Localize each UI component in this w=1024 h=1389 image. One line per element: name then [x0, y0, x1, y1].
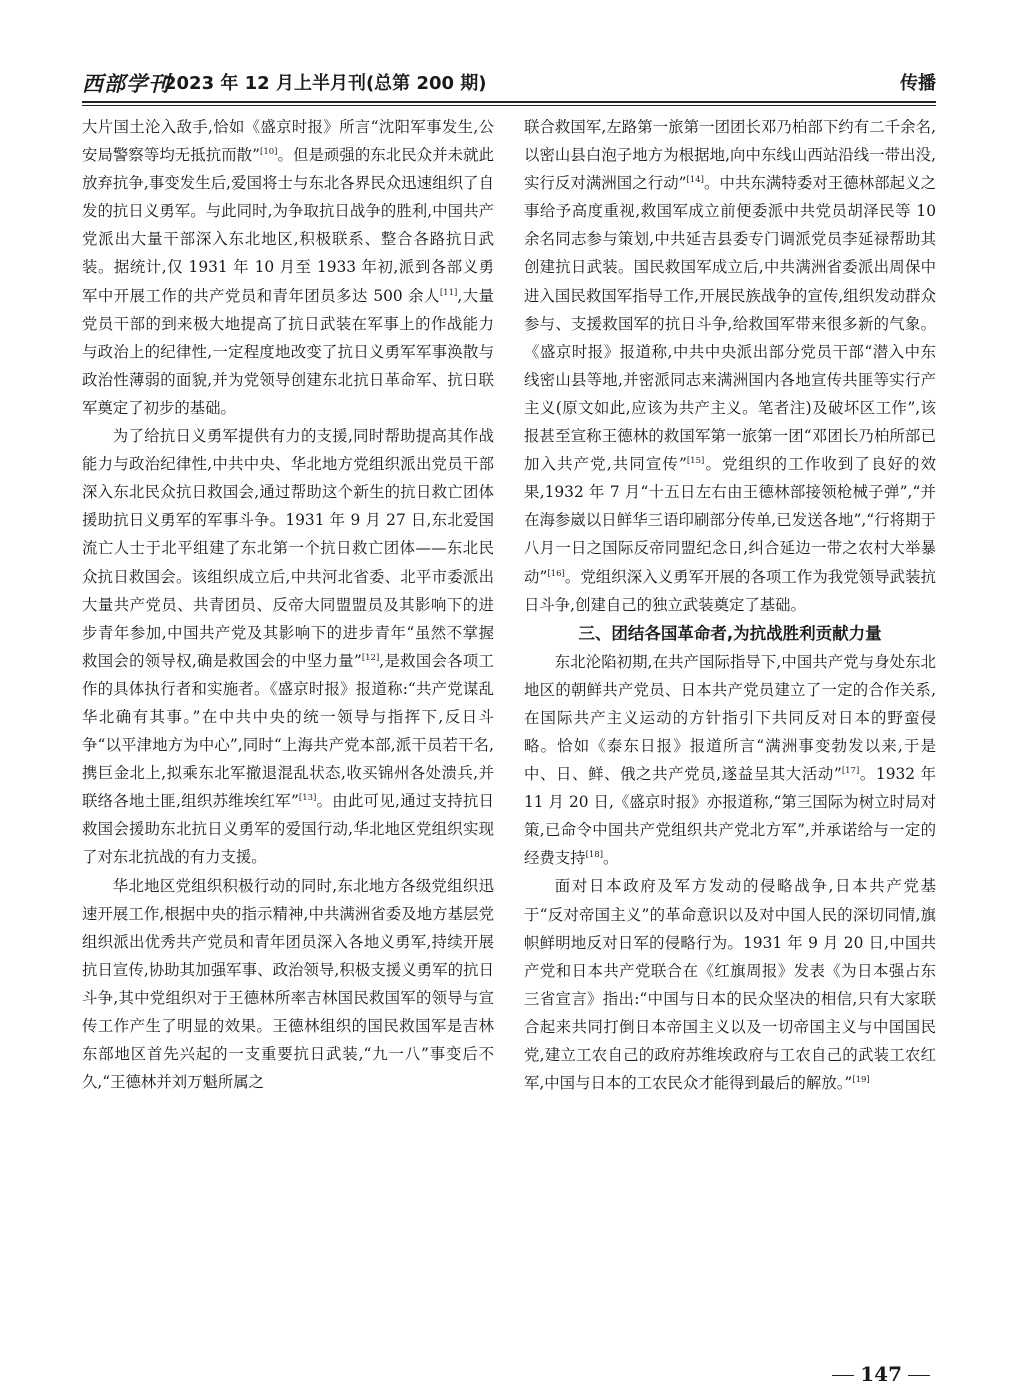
citation-marker: [17]	[841, 765, 860, 776]
citation-marker: [18]	[585, 850, 604, 861]
paragraph: 面对日本政府及军方发动的侵略战争,日本共产党基于“反对帝国主义”的革命意识以及对中国人民的深切同情,旗帜鲜明地反对日军的侵略行为。1931 年 9 月 20 日,中国共产党和日本共产党联合在《红旗周报》发表《为日本强占东三省宣言》指出:“中国与日本的民众坚决的相信,只有大家联合起来共同打倒日本帝国主义以及一切帝国主义与中国国民党,建立工农自己的政府苏维埃政府与工农自己的武装工农红军,中国与日本的工农民众才能得到最后的解放。”[19]	[524, 877, 936, 1093]
issue-info: 2023 年 12 月上半月刊(总第 200 期)	[164, 73, 487, 94]
page-footer	[820, 1362, 936, 1386]
header-rule	[82, 101, 936, 103]
right-column	[524, 113, 936, 1097]
running-header	[82, 66, 936, 100]
header-rule-thin	[82, 105, 936, 106]
citation-marker: [14]	[686, 175, 704, 186]
paragraph: 为了给抗日义勇军提供有力的支援,同时帮助提高其作战能力与政治纪律性,中共中央、华北地方党组织派出党员干部深入东北民众抗日救国会,通过帮助这个新生的抗日救亡团体援助抗日义勇军的军事斗争。1931 年 9 月 27 日,东北爱国流亡人士于北平组建了东北第一个抗日救亡团体——东北民众抗日救国会。该组织成立后,中共河北省委、北平市委派出大量共产党员、共青团员、反帝大同盟盟员及其影响下的进步青年参加,中国共产党及其影响下的进步青年“虽然不掌握救国会的领导权,确是救国会的中坚力量”[12],是救国会各项工作的具体执行者和实施者。《盛京时报》报道称:“共产党谋乱华北确有其事。”在中共中央的统一领导与指挥下,反日斗争“以平津地方为中心”,同时“上海共产党本部,派干员若干名,携巨金北上,拟乘东北军撤退混乱状态,收买锦州各处溃兵,并联络各地土匪,组织苏维埃红军”[13]。由此可见,通过支持抗日救国会援助东北抗日义勇军的爱国行动,华北地区党组织实现了对东北抗战的有力支援。	[82, 427, 494, 867]
paragraph: 联合救国军,左路第一旅第一团团长邓乃柏部下约有二千余名,以密山县白泡子地方为根据地,向中东线山西站沿线一带出没,实行反对满洲国之行动”[14]。中共东满特委对王德林部起义之事给予高度重视,救国军成立前便委派中共党员胡泽民等 10 余名同志参与策划,中共延吉县委专门调派党员李延禄帮助其创建抗日武装。国民救国军成立后,中共满洲省委派出周保中进入国民救国军指导工作,开展民族战争的宣传,组织发动群众参与、支援救国军的抗日斗争,给救国军带来很多新的气象。《盛京时报》报道称,中共中央派出部分党员干部“潜入中东线密山县等地,并密派同志来满洲国内各地宣传共匪等实行产主义(原文如此,应该为共产主义。笔者注)及破坏区工作”,该报甚至宣称王德林的救国军第一旅第一团“邓团长乃柏所部已加入共产党,共同宣传”[15]。党组织的工作收到了良好的效果,1932 年 7 月“十五日左右由王德林部接领枪械子弹”,“并在海参崴以日鲜华三语印刷部分传单,已发送各地”,“行将期于八月一日之国际反帝同盟纪念日,纠合延边一带之农村大举暴动”[16]。党组织深入义勇军开展的各项工作为我党领导武装抗日斗争,创建自己的独立武装奠定了基础。	[524, 118, 936, 614]
citation-marker: [10]	[260, 146, 278, 157]
page-number: 147	[860, 1362, 902, 1386]
citation-marker: [19]	[852, 1074, 870, 1085]
paragraph: 华北地区党组织积极行动的同时,东北地方各级党组织迅速开展工作,根据中央的指示精神,中共满洲省委及地方基层党组织派出优秀共产党员和青年团员深入各地义勇军,持续开展抗日宣传,协助其加强军事、政治领导,积极支援义勇军的抗日斗争,其中党组织对于王德林所率吉林国民救国军的领导与宣传工作产生了明显的效果。王德林组织的国民救国军是吉林东部地区首先兴起的一支重要抗日武装,“九一八”事变后不久,“王德林并刘万魁所属之	[82, 876, 494, 1092]
journal-logo: 西部学刊	[82, 71, 170, 96]
citation-marker: [16]	[547, 568, 565, 579]
paragraph: 东北沦陷初期,在共产国际指导下,中国共产党与身处东北地区的朝鲜共产党员、日本共产党员建立了一定的合作关系,在国际共产主义运动的方针指引下共同反对日本的野蛮侵略。恰如《泰东日报》报道所言“满洲事变勃发以来,于是中、日、鲜、俄之共产党员,遂益呈其大活动”[17]。1932 年 11 月 20 日,《盛京时报》亦报道称,“第三国际为树立时局对策,已命令中国共产党组织共产党北方军”,并承诺给与一定的经费支持[18]。	[524, 652, 937, 868]
paragraph: 大片国土沦入敌手,恰如《盛京时报》所言“沈阳军事发生,公安局警察等均无抵抗而散”[10]。但是顽强的东北民众并未就此放弃抗争,事变发生后,爱国将士与东北各界民众迅速组织了自发的抗日义勇军。与此同时,为争取抗日战争的胜利,中国共产党派出大量干部深入东北地区,积极联系、整合各路抗日武装。据统计,仅 1931 年 10 月至 1933 年初,派到各部义勇军中开展工作的共产党员和青年团员多达 500 余人[11],大量党员干部的到来极大地提高了抗日武装在军事上的作战能力与政治上的纪律性,一定程度地改变了抗日义勇军军事涣散与政治性薄弱的面貌,并为党领导创建东北抗日革命军、抗日联军奠定了初步的基础。	[82, 118, 494, 417]
section-label: 传播	[900, 73, 936, 94]
left-column	[82, 113, 494, 1096]
citation-marker: [15]	[686, 456, 705, 466]
footer-dash	[832, 1375, 854, 1376]
citation-marker: [12]	[361, 652, 380, 663]
citation-marker: [11]	[439, 287, 458, 298]
citation-marker: [13]	[298, 793, 317, 804]
footer-dash	[908, 1375, 930, 1376]
section-heading: 三、团结各国革命者,为抗战胜利贡献力量	[578, 623, 882, 643]
